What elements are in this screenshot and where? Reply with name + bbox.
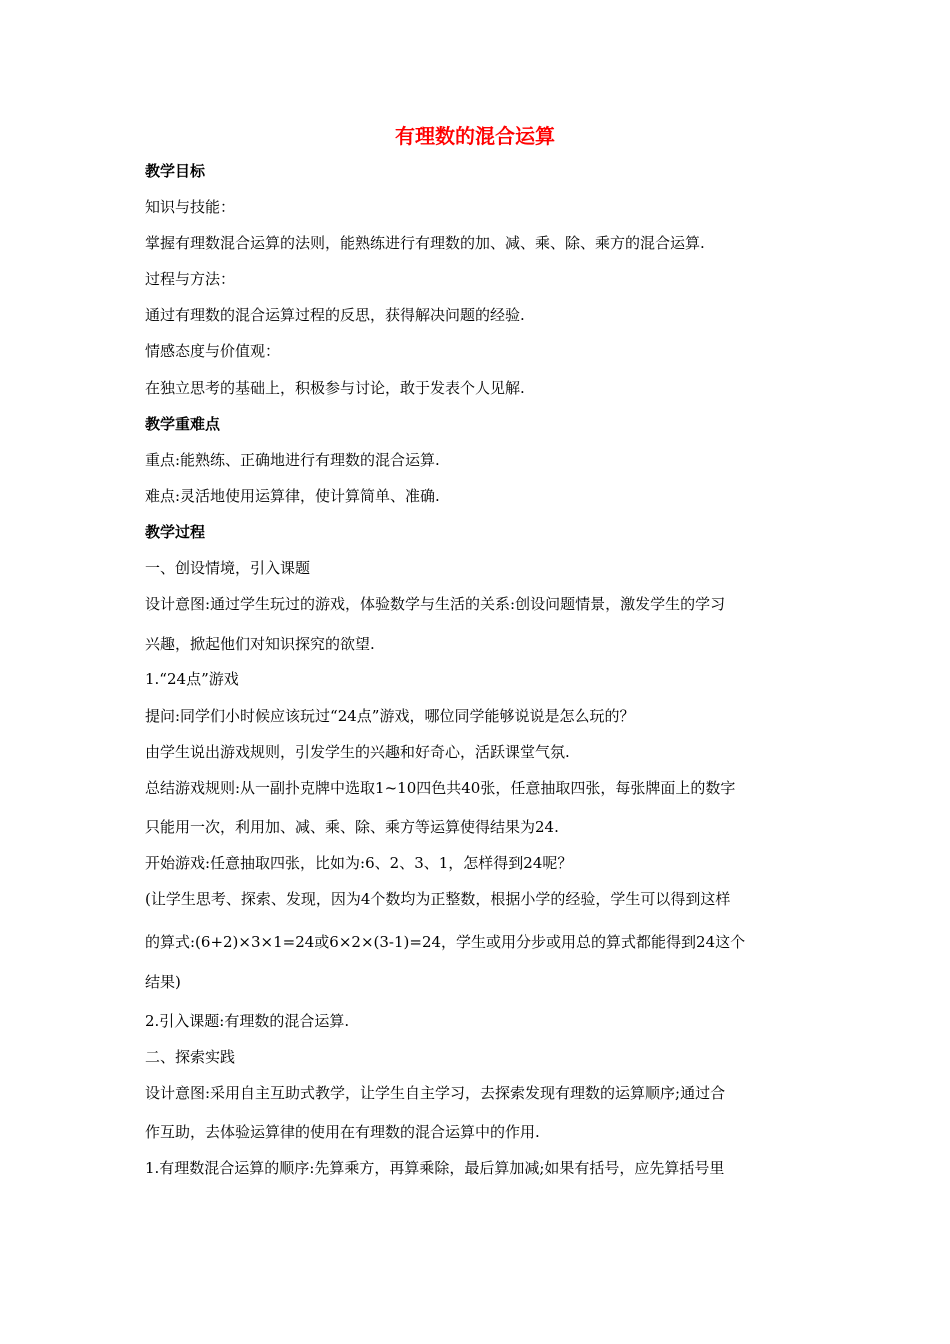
text-line: 一、创设情境，引入课题 [145, 559, 311, 577]
text-line: 过程与方法： [145, 270, 236, 288]
text-line: 设计意图:通过学生玩过的游戏，体验数学与生活的关系:创设问题情景，激发学生的学习 [145, 595, 726, 613]
section-heading: 教学重难点 [145, 415, 221, 433]
text-line: 提问:同学们小时候应该玩过“24点”游戏，哪位同学能够说说是怎么玩的？ [145, 707, 635, 725]
text-line: 1.“24点”游戏 [145, 670, 239, 688]
text-line: 情感态度与价值观： [145, 342, 281, 360]
text-line: 通过有理数的混合运算过程的反思，获得解决问题的经验. [145, 306, 525, 324]
text-line: 开始游戏:任意抽取四张，比如为:6、2、3、1，怎样得到24呢？ [145, 854, 573, 872]
text-line: 设计意图:采用自主互助式教学，让学生自主学习，去探索发现有理数的运算顺序;通过合 [145, 1084, 726, 1102]
text-line: 在独立思考的基础上，积极参与讨论，敢于发表个人见解. [145, 379, 525, 397]
text-line: 掌握有理数混合运算的法则，能熟练进行有理数的加、减、乘、除、乘方的混合运算. [145, 234, 705, 252]
text-line: 兴趣，掀起他们对知识探究的欲望. [145, 635, 375, 653]
text-line: 的算式:(6+2)×3×1=24或6×2×(3-1)=24，学生或用分步或用总的算式都能得到24这个 [145, 933, 746, 951]
text-line: 知识与技能： [145, 198, 236, 216]
text-line: 作互助，去体验运算律的使用在有理数的混合运算中的作用. [145, 1123, 540, 1141]
text-line: 总结游戏规则:从一副扑克牌中选取1~10四色共40张，任意抽取四张，每张牌面上的数字 [145, 779, 736, 797]
text-line: 只能用一次，利用加、减、乘、除、乘方等运算使得结果为24. [145, 818, 559, 836]
text-line: 结果) [145, 973, 181, 991]
text-line: 难点:灵活地使用运算律，使计算简单、准确. [145, 487, 440, 505]
section-heading: 教学目标 [145, 162, 206, 180]
text-line: 重点:能熟练、正确地进行有理数的混合运算. [145, 451, 440, 469]
document-title: 有理数的混合运算 [395, 124, 555, 148]
text-line: (让学生思考、探索、发现，因为4个数均为正整数，根据小学的经验，学生可以得到这样 [145, 890, 731, 908]
text-line: 2.引入课题:有理数的混合运算. [145, 1012, 350, 1030]
text-line: 由学生说出游戏规则，引发学生的兴趣和好奇心，活跃课堂气氛. [145, 743, 570, 761]
section-heading: 教学过程 [145, 523, 206, 541]
text-line: 二、探索实践 [145, 1048, 236, 1066]
text-line: 1.有理数混合运算的顺序:先算乘方，再算乘除，最后算加减;如果有括号，应先算括号里 [145, 1159, 725, 1177]
